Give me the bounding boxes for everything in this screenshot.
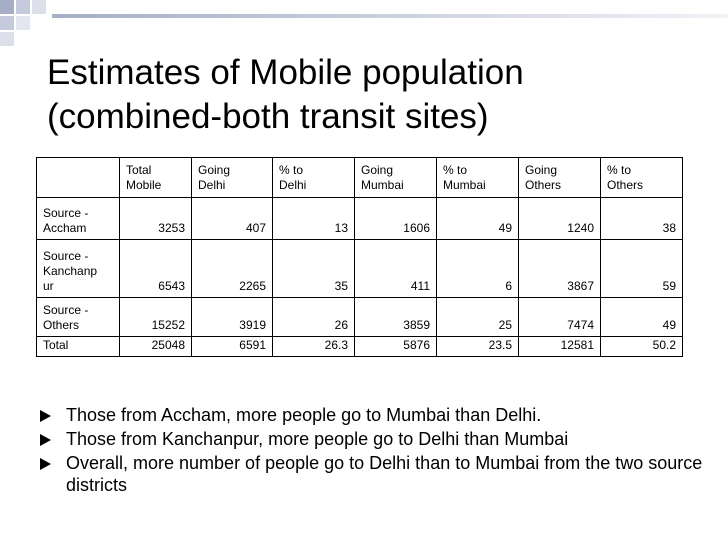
header-going-delhi: Going Delhi	[192, 158, 273, 198]
table-cell: 38	[601, 198, 683, 240]
row-label-kanchanpur: Source - Kanchanp ur	[37, 240, 120, 298]
header-pct-mumbai: % to Mumbai	[437, 158, 519, 198]
table-cell: 3867	[519, 240, 601, 298]
table-cell: 25	[437, 298, 519, 337]
table-cell: 35	[273, 240, 355, 298]
table-row	[37, 298, 683, 337]
table-cell: 6	[437, 240, 519, 298]
header-pct-delhi: % to Delhi	[273, 158, 355, 198]
header-going-mumbai: Going Mumbai	[355, 158, 437, 198]
title-line-1: Estimates of Mobile population	[47, 53, 524, 92]
table-cell: 15252	[120, 298, 192, 337]
table-cell: 26	[273, 298, 355, 337]
table-cell: 3859	[355, 298, 437, 337]
table-cell: 49	[437, 198, 519, 240]
table-cell: 1240	[519, 198, 601, 240]
bullet-arrow-icon	[40, 410, 51, 422]
table-row	[37, 240, 683, 298]
table-row	[37, 198, 683, 240]
row-label-accham: Source - Accham	[37, 198, 120, 240]
table-cell: 407	[192, 198, 273, 240]
table-cell: 25048	[120, 337, 192, 357]
table-row-total	[37, 337, 683, 357]
header-decoration	[0, 0, 728, 46]
bullet-text: Those from Kanchanpur, more people go to Delhi than Mumbai	[66, 429, 569, 449]
table-cell: 50.2	[601, 337, 683, 357]
header-cell-empty	[37, 158, 120, 198]
header-total-mobile: Total Mobile	[120, 158, 192, 198]
table-cell: 6543	[120, 240, 192, 298]
table-cell: 13	[273, 198, 355, 240]
table-cell: 1606	[355, 198, 437, 240]
bullet-arrow-icon	[40, 434, 51, 446]
bullet-text: Overall, more number of people go to Delhi than to Mumbai from the two source districts	[66, 453, 703, 495]
table-cell: 49	[601, 298, 683, 337]
list-item	[38, 428, 718, 450]
row-label-total: Total	[37, 337, 120, 357]
table-cell: 26.3	[273, 337, 355, 357]
table-cell: 12581	[519, 337, 601, 357]
table-cell: 7474	[519, 298, 601, 337]
row-label-others: Source - Others	[37, 298, 120, 337]
title-line-2: (combined-both transit sites)	[47, 97, 489, 136]
table-cell: 23.5	[437, 337, 519, 357]
table-cell: 5876	[355, 337, 437, 357]
table-cell: 59	[601, 240, 683, 298]
bullet-text: Those from Accham, more people go to Mumbai than Delhi.	[66, 405, 542, 425]
list-item	[38, 404, 718, 426]
mobile-population-table	[36, 157, 683, 357]
list-item	[38, 452, 718, 496]
table-cell: 6591	[192, 337, 273, 357]
table-cell: 3919	[192, 298, 273, 337]
header-pct-others: % to Others	[601, 158, 683, 198]
table-cell: 3253	[120, 198, 192, 240]
table-cell: 2265	[192, 240, 273, 298]
header-going-others: Going Others	[519, 158, 601, 198]
slide-title	[47, 51, 707, 139]
table-cell: 411	[355, 240, 437, 298]
table-header-row	[37, 158, 683, 198]
bullet-list	[38, 404, 718, 498]
bullet-arrow-icon	[40, 458, 51, 470]
